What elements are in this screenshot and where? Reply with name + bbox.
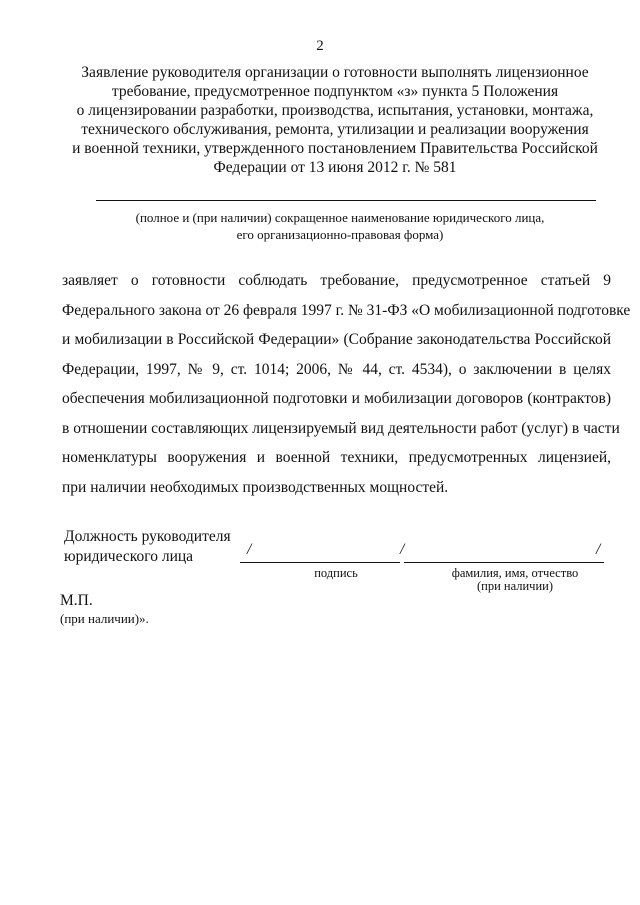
title-line: и военной техники, утвержденного постановлением Правительства Российской: [72, 140, 598, 157]
title-line: Федерации от 13 июня 2012 г. № 581: [213, 159, 457, 176]
body-line: при наличии необходимых производственных мощностей.: [62, 478, 449, 496]
body-line: Федерального закона от 26 февраля 1997 г. № 31-ФЗ «О мобилизационной подготовке: [62, 301, 631, 319]
position-label-line: юридического лица: [64, 548, 194, 565]
title-line: технического обслуживания, ремонта, утилизации и реализации вооружения: [81, 121, 589, 138]
body-line: в отношении составляющих лицензируемый вид деятельности работ (услуг) в части: [62, 419, 620, 437]
caption-line: его организационно-правовая форма): [236, 227, 444, 242]
caption-line: (полное и (при наличии) сокращенное наименование юридического лица,: [135, 210, 545, 225]
organization-name-field[interactable]: [96, 200, 596, 201]
signature-field[interactable]: [404, 542, 604, 563]
title-line: о лицензировании разработки, производства, испытания, установки, монтажа,: [76, 102, 594, 119]
title-line: Заявление руководителя организации о готовности выполнять лицензионное: [81, 64, 589, 81]
body-line: и мобилизации в Российской Федерации» (Собрание законодательства Российской: [62, 331, 611, 348]
body-line: Федерации, 1997, № 9, ст. 1014; 2006, № 44, ст. 4534), о заключении в целях: [62, 360, 611, 378]
field-separator: /: [247, 541, 252, 558]
position-label: [64, 527, 231, 567]
stamp-label: М.П.: [60, 592, 93, 609]
field-separator: /: [400, 541, 405, 558]
title-line: требование, предусмотренное подпунктом «з» пункта 5 Положения: [111, 83, 559, 100]
body-line: обеспечения мобилизационной подготовки и мобилизации договоров (контрактов): [62, 390, 611, 407]
position-field[interactable]: [240, 542, 400, 563]
document-title: [60, 63, 610, 177]
body-line: заявляет о готовности соблюдать требование, предусмотренное статьей 9: [62, 272, 611, 289]
signature-caption: подпись: [314, 566, 358, 580]
page-number: 2: [316, 38, 324, 54]
stamp-note: (при наличии)».: [60, 611, 149, 626]
fio-caption: фамилия, имя, отчество: [451, 566, 579, 580]
organization-name-caption: [60, 209, 620, 243]
statement-body: [62, 266, 631, 502]
position-label-line: Должность руководителя: [64, 528, 231, 545]
fio-caption-note: (при наличии): [476, 579, 554, 593]
body-line: номенклатуры вооружения и военной техники, предусмотренных лицензией,: [62, 449, 611, 466]
field-separator: /: [596, 541, 601, 558]
